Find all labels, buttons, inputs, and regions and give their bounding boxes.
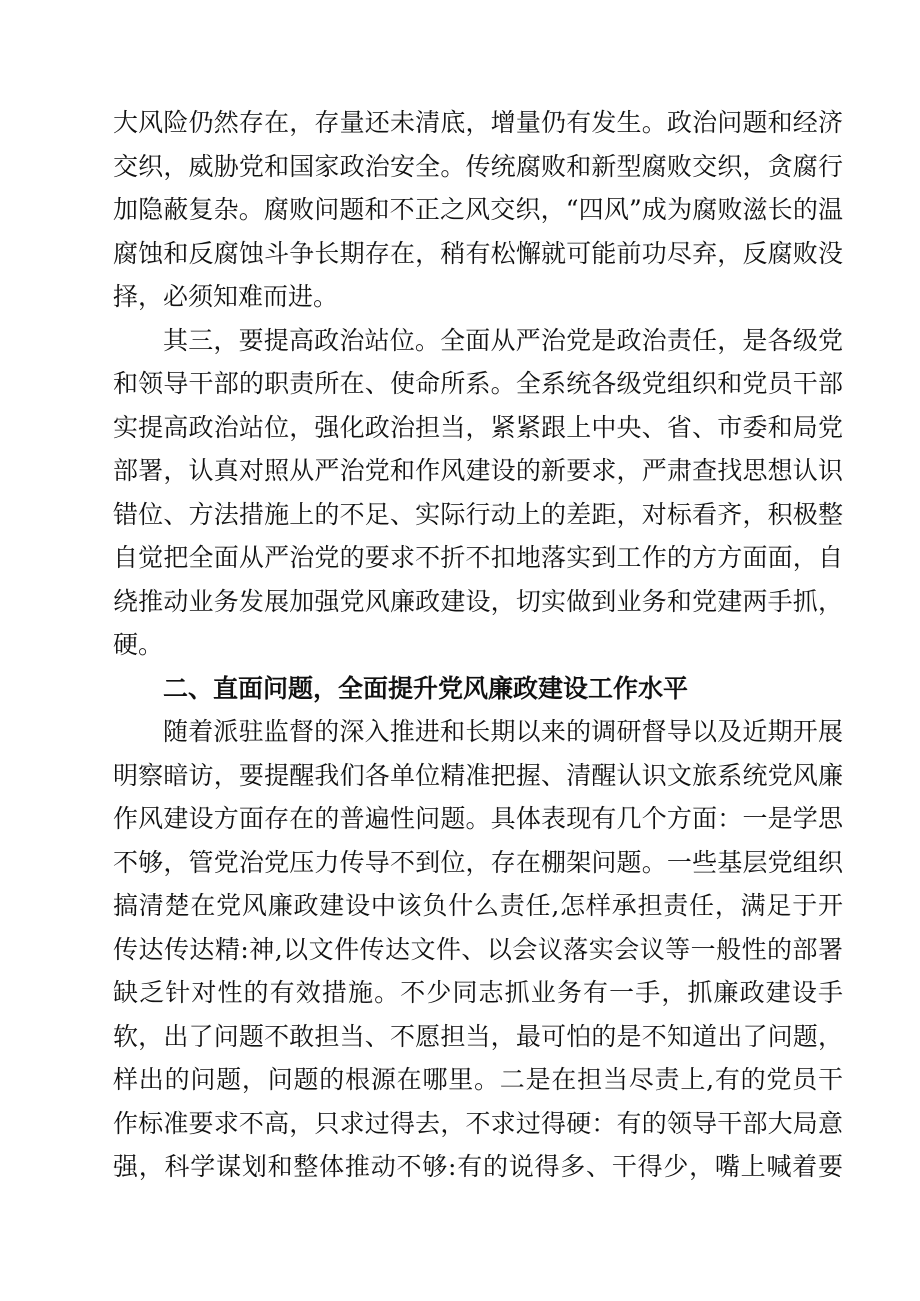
paragraph-line: 绕推动业务发展加强党风廉政建设，切实做到业务和党建两手抓， (113, 586, 843, 616)
paragraph-line: 择，必须知难而进。 (113, 282, 339, 311)
paragraph-line: 缺乏针对性的有效措施。不少同志抓业务有一手，抓廉政建设手 (113, 978, 843, 1007)
paragraph-line: 加隐蔽复杂。腐败问题和不正之风交织，“四风”成为腐败滋长的温 (113, 195, 843, 224)
paragraph-line: 腐蚀和反腐蚀斗争长期存在，稍有松懈就可能前功尽弃，反腐败没 (113, 238, 843, 268)
paragraph-line: 传达传达精:神,以文件传达文件、以会议落实会议等一般性的部署 (113, 934, 843, 964)
paragraph-line: 样出的问题，问题的根源在哪里。二是在担当尽责上,有的党员干 (113, 1065, 843, 1094)
paragraph-line: 交织，威胁党和国家政治安全。传统腐败和新型腐败交织，贪腐行 (113, 151, 843, 181)
paragraph-line: 不够，管党治党压力传导不到位，存在棚架问题。一些基层党组织 (113, 847, 843, 877)
paragraph-line: 错位、方法措施上的不足、实际行动上的差距，对标看齐，积极整 (113, 499, 843, 529)
paragraph-line: 作标准要求不高，只求过得去，不求过得硬：有的领导干部大局意 (113, 1108, 843, 1138)
paragraph-line: 其三，要提高政治站位。全面从严治党是政治责任，是各级党 (163, 325, 843, 355)
paragraph-line: 硬。 (113, 630, 164, 659)
paragraph-line: 大风险仍然存在，存量还未清底，增量仍有发生。政治问题和经济 (113, 108, 843, 137)
paragraph-line: 随着派驻监督的深入推进和长期以来的调研督导以及近期开展 (163, 717, 843, 746)
paragraph-line: 实提高政治站位，强化政治担当，紧紧跟上中央、省、市委和局党 (113, 412, 843, 442)
paragraph-line: 和领导干部的职责所在、使命所系。全系统各级党组织和党员干部 (113, 369, 843, 398)
paragraph-line: 作风建设方面存在的普遍性问题。具体表现有几个方面：一是学思 (113, 804, 843, 833)
paragraph-line: 明察暗访，要提醒我们各单位精准把握、清醒认识文旅系统党风廉 (113, 760, 843, 790)
section-heading: 二、直面问题，全面提升党风廉政建设工作水平 (163, 673, 689, 703)
document-body (113, 101, 843, 1189)
paragraph-line: 搞清楚在党风廉政建设中该负什么责任,怎样承担责任，满足于开 (113, 891, 843, 920)
paragraph-line: 强，科学谋划和整体推动不够:有的说得多、干得少，嘴上喊着要 (113, 1152, 843, 1181)
paragraph-line: 软，出了问题不敢担当、不愿担当，最可怕的是不知道出了问题， (113, 1021, 843, 1051)
paragraph-line: 部署，认真对照从严治党和作风建设的新要求，严肃查找思想认识 (113, 456, 843, 485)
paragraph-line: 自觉把全面从严治党的要求不折不扣地落实到工作的方方面面，自 (113, 543, 843, 572)
